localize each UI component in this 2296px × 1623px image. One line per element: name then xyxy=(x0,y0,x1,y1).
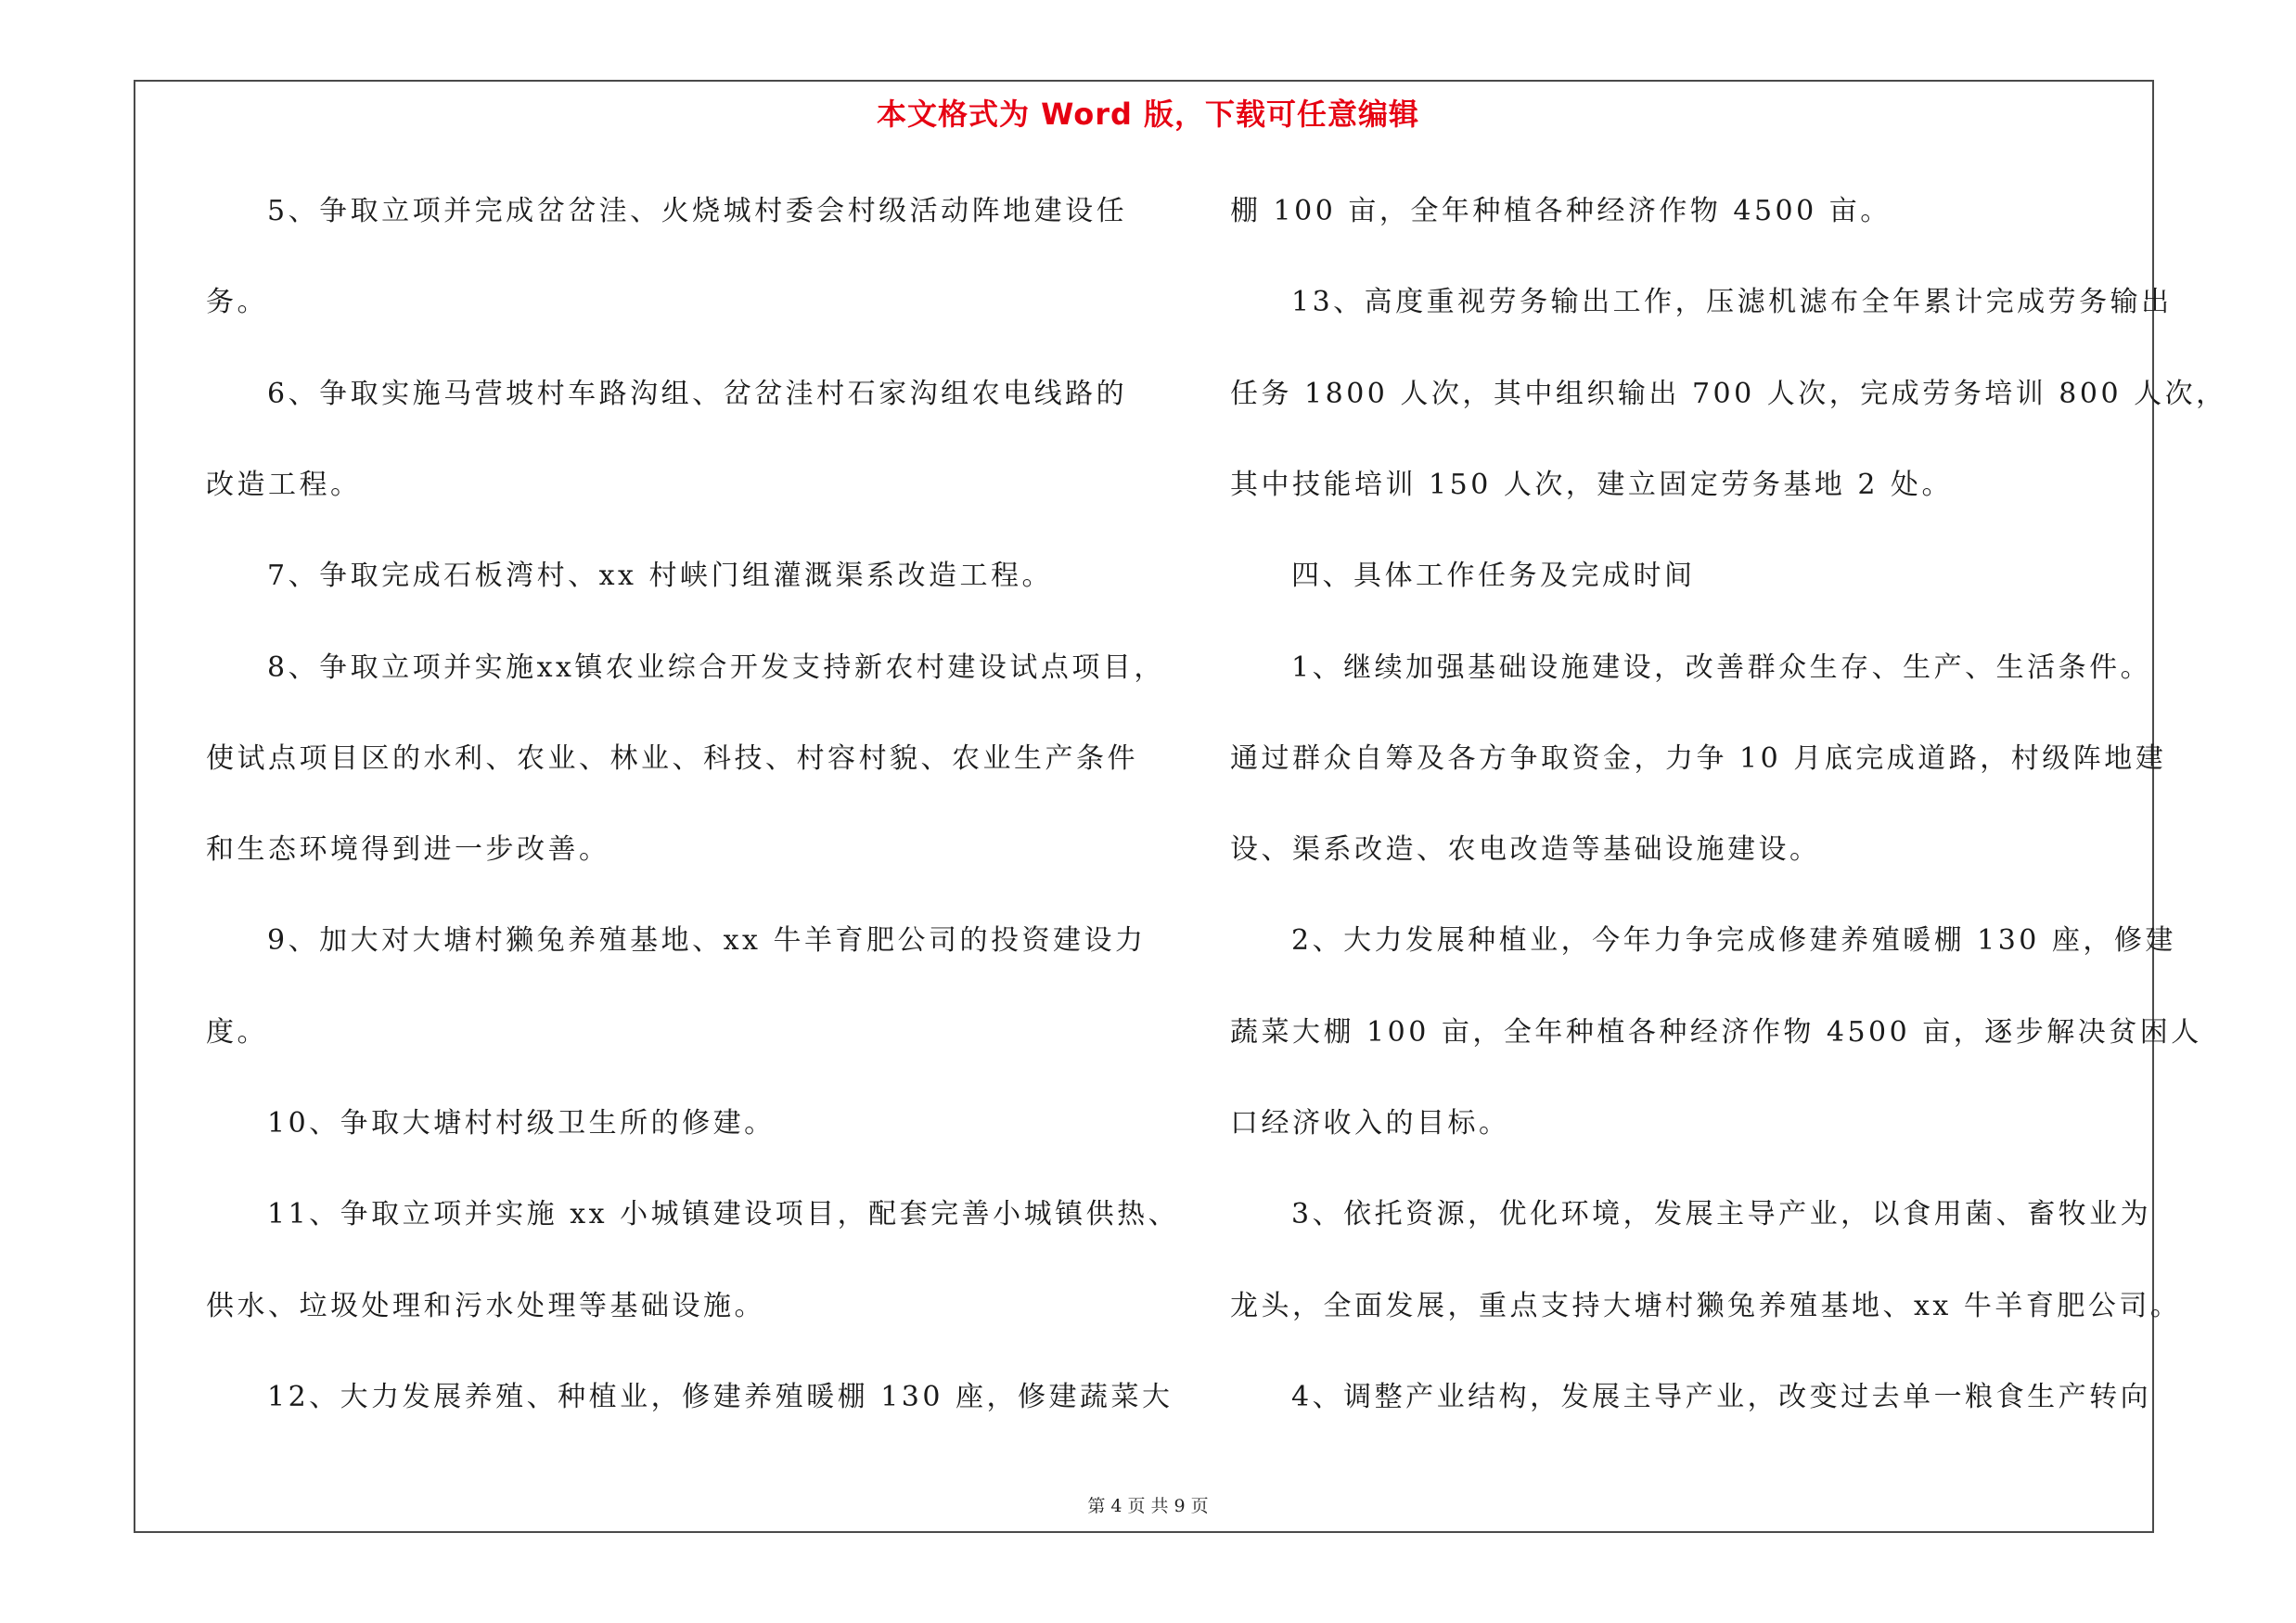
text-line: 其中技能培训 150 人次，建立固定劳务基地 2 处。 xyxy=(1230,469,1953,501)
text-line: 11、争取立项并实施 xx 小城镇建设项目，配套完善小城镇供热、 xyxy=(267,1198,1180,1230)
text-line: 供水、垃圾处理和污水处理等基础设施。 xyxy=(206,1290,765,1322)
text-line: 4、调整产业结构，发展主导产业，改变过去单一粮食生产转向 xyxy=(1291,1381,2152,1413)
text-line: 棚 100 亩，全年种植各种经济作物 4500 亩。 xyxy=(1230,195,1892,227)
text-line: 1、继续加强基础设施建设，改善群众生存、生产、生活条件。 xyxy=(1291,651,2152,684)
text-line: 12、大力发展养殖、种植业，修建养殖暖棚 130 座，修建蔬菜大 xyxy=(267,1381,1174,1413)
text-line: 10、争取大塘村村级卫生所的修建。 xyxy=(267,1107,776,1140)
text-line: 度。 xyxy=(206,1016,268,1049)
format-banner: 本文格式为 Word 版，下载可任意编辑 xyxy=(876,97,1420,132)
text-line: 8、争取立项并实施xx镇农业综合开发支持新农村建设试点项目， xyxy=(267,651,1165,684)
text-line: 龙头，全面发展，重点支持大塘村獭兔养殖基地、xx 牛羊育肥公司。 xyxy=(1230,1290,2182,1322)
text-line: 务。 xyxy=(206,286,268,318)
text-line: 任务 1800 人次，其中组织输出 700 人次，完成劳务培训 800 人次， xyxy=(1230,378,2227,410)
text-line: 改造工程。 xyxy=(206,469,362,501)
text-line: 13、高度重视劳务输出工作，压滤机滤布全年累计完成劳务输出 xyxy=(1291,286,2173,318)
text-line: 9、加大对大塘村獭兔养殖基地、xx 牛羊育肥公司的投资建设力 xyxy=(267,924,1147,957)
text-line: 四、具体工作任务及完成时间 xyxy=(1291,560,1696,592)
text-line: 蔬菜大棚 100 亩，全年种植各种经济作物 4500 亩，逐步解决贫困人 xyxy=(1230,1016,2202,1049)
text-line: 和生态环境得到进一步改善。 xyxy=(206,833,610,866)
text-line: 5、争取立项并完成岔岔洼、火烧城村委会村级活动阵地建设任 xyxy=(267,195,1128,227)
text-line: 通过群众自筹及各方争取资金，力争 10 月底完成道路，村级阵地建 xyxy=(1230,742,2167,775)
text-line: 使试点项目区的水利、农业、林业、科技、村容村貌、农业生产条件 xyxy=(206,742,1138,775)
text-line: 6、争取实施马营坡村车路沟组、岔岔洼村石家沟组农电线路的 xyxy=(267,378,1128,410)
page-number-footer: 第 4 页 共 9 页 xyxy=(1087,1496,1209,1516)
text-line: 7、争取完成石板湾村、xx 村峡门组灌溉渠系改造工程。 xyxy=(267,560,1053,592)
text-line: 2、大力发展种植业，今年力争完成修建养殖暖棚 130 座，修建 xyxy=(1291,924,2176,957)
text-line: 设、渠系改造、农电改造等基础设施建设。 xyxy=(1230,833,1821,866)
text-line: 3、依托资源，优化环境，发展主导产业，以食用菌、畜牧业为 xyxy=(1291,1198,2152,1230)
text-line: 口经济收入的目标。 xyxy=(1230,1107,1510,1140)
